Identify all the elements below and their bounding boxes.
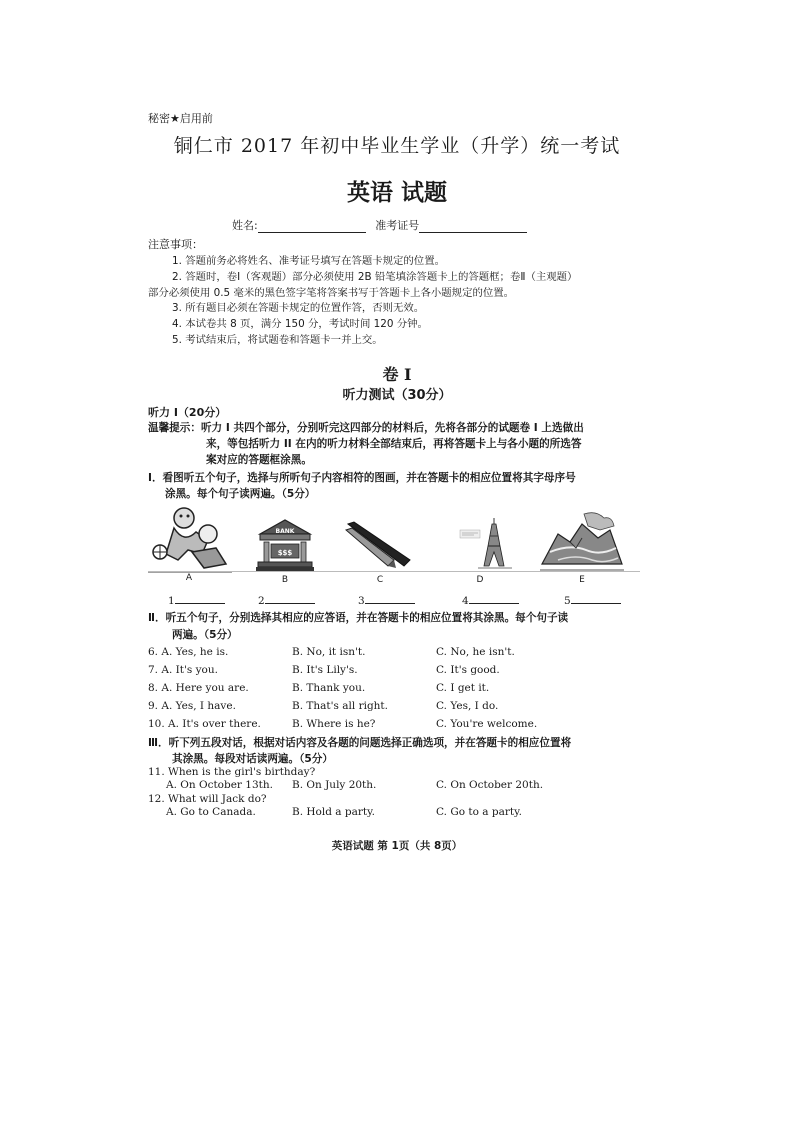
name-blank [258, 220, 366, 233]
answer-line [571, 593, 621, 604]
answer-line [365, 593, 415, 604]
picture-c-pen-icon [344, 520, 414, 570]
answer-number: 3 [358, 595, 365, 607]
question-8-option-c: C. I get it. [436, 682, 490, 694]
tip-line: 来，等包括听力 II 在内的听力材料全部结束后，再将答题卡上与各小题的所选答 [206, 438, 582, 450]
secret-label: 秘密★启用前 [148, 112, 213, 125]
question-12-text: 12. What will Jack do? [148, 793, 267, 805]
name-row [232, 217, 527, 233]
question-11-option-a: A. On October 13th. [166, 779, 273, 791]
question-9-option-c: C. Yes, I do. [436, 700, 499, 712]
exam-title: 铜仁市 2017 年初中毕业生学业（升学）统一考试 [173, 135, 621, 157]
name-label: 姓名: [232, 219, 258, 232]
question-11-text: 11. When is the girl's birthday? [148, 766, 316, 778]
picture-label: C [376, 575, 384, 585]
picture-label: A [185, 573, 193, 583]
bank-text: BANK [275, 528, 295, 535]
note-item: 5. 考试结束后，将试题卷和答题卡一并上交。 [172, 334, 383, 346]
answer-number: 2 [258, 595, 265, 607]
question-8-option-a: 8. A. Here you are. [148, 682, 249, 694]
note-item: 3. 所有题目必须在答题卡规定的位置作答，否则无效。 [172, 302, 425, 314]
question-9-option-b: B. That's all right. [292, 700, 388, 712]
section2-heading-cont: 两遍。（5分） [172, 629, 238, 641]
section1-heading: I．看图听五个句子，选择与所听句子内容相符的图画，并在答题卡的相应位置将其字母序号 [148, 472, 576, 484]
section3-heading-cont: 其涂黑。每段对话读两遍。（5分） [172, 753, 333, 765]
note-item: 2. 答题时，卷Ⅰ（客观题）部分必须使用 2B 铅笔填涂答题卡上的答题框；卷Ⅱ（主观题） [172, 271, 578, 283]
section2-heading: Ⅱ．听五个句子，分别选择其相应的应答语，并在答题卡的相应位置将其涂黑。每个句子读 [148, 612, 569, 624]
question-12-option-c: C. Go to a party. [436, 806, 522, 818]
subject-title: 英语 试题 [346, 180, 447, 206]
answer-number: 1 [168, 595, 175, 607]
note-item: 4. 本试卷共 8 页，满分 150 分，考试时间 120 分钟。 [172, 318, 428, 330]
answer-number: 4 [462, 595, 469, 607]
section1-heading-cont: 涂黑。每个句子读两遍。（5分） [165, 488, 316, 500]
question-10-option-a: 10. A. It's over there. [148, 718, 261, 730]
question-12-option-b: B. Hold a party. [292, 806, 375, 818]
answer-number: 5 [564, 595, 571, 607]
section3-heading: Ⅲ．听下列五段对话，根据对话内容及各题的问题选择正确选项，并在答题卡的相应位置将 [148, 737, 572, 749]
answer-line [175, 593, 225, 604]
note-item: 1. 答题前务必将姓名、准考证号填写在答题卡规定的位置。 [172, 255, 445, 267]
note-item: 部分必须使用 0.5 毫米的黑色签字笔将答案书写于答题卡上各小题规定的位置。 [148, 287, 515, 299]
answer-blank-2 [258, 593, 315, 607]
picture-label: E [579, 575, 585, 585]
page-footer: 英语试题 第 1页（共 8页） [331, 840, 463, 852]
question-11-option-b: B. On July 20th. [292, 779, 377, 791]
picture-label: D [476, 575, 484, 585]
id-blank [419, 220, 527, 233]
question-7-option-b: B. It's Lily's. [292, 664, 358, 676]
listening-part-heading: 听力 I（20分） [148, 406, 227, 419]
question-12-option-a: A. Go to Canada. [166, 806, 256, 818]
question-6-option-c: C. No, he isn't. [436, 646, 515, 658]
question-6-option-b: B. No, it isn't. [292, 646, 366, 658]
picture-label: B [281, 575, 289, 585]
bank-sign: $$$ [277, 549, 293, 557]
picture-divider [148, 571, 640, 572]
id-label: 准考证号 [375, 219, 420, 232]
tip-line: 温馨提示：听力 I 共四个部分，分别听完这四部分的材料后，先将各部分的试题卷 I 上选做出 [148, 422, 584, 434]
answer-blank-1 [168, 593, 225, 607]
picture-b-bank-icon [256, 518, 314, 572]
question-9-option-a: 9. A. Yes, I have. [148, 700, 236, 712]
picture-a-children-icon [148, 504, 232, 574]
tip-line: 案对应的答题框涂黑。 [206, 454, 312, 466]
answer-blank-5 [564, 593, 621, 607]
volume-subtitle: 听力测试（30分） [342, 388, 452, 403]
question-11-option-c: C. On October 20th. [436, 779, 544, 791]
answer-blank-3 [358, 593, 415, 607]
volume-title: 卷 I [382, 365, 412, 384]
question-10-option-c: C. You're welcome. [436, 718, 538, 730]
answer-line [469, 593, 519, 604]
question-7-option-a: 7. A. It's you. [148, 664, 218, 676]
question-8-option-b: B. Thank you. [292, 682, 366, 694]
question-10-option-b: B. Where is he? [292, 718, 376, 730]
notes-heading: 注意事项： [148, 238, 203, 251]
picture-e-mountain-icon [540, 508, 624, 574]
question-7-option-c: C. It's good. [436, 664, 500, 676]
answer-blank-4 [462, 593, 519, 607]
question-6-option-a: 6. A. Yes, he is. [148, 646, 229, 658]
picture-d-tower-icon [458, 516, 518, 572]
answer-line [265, 593, 315, 604]
